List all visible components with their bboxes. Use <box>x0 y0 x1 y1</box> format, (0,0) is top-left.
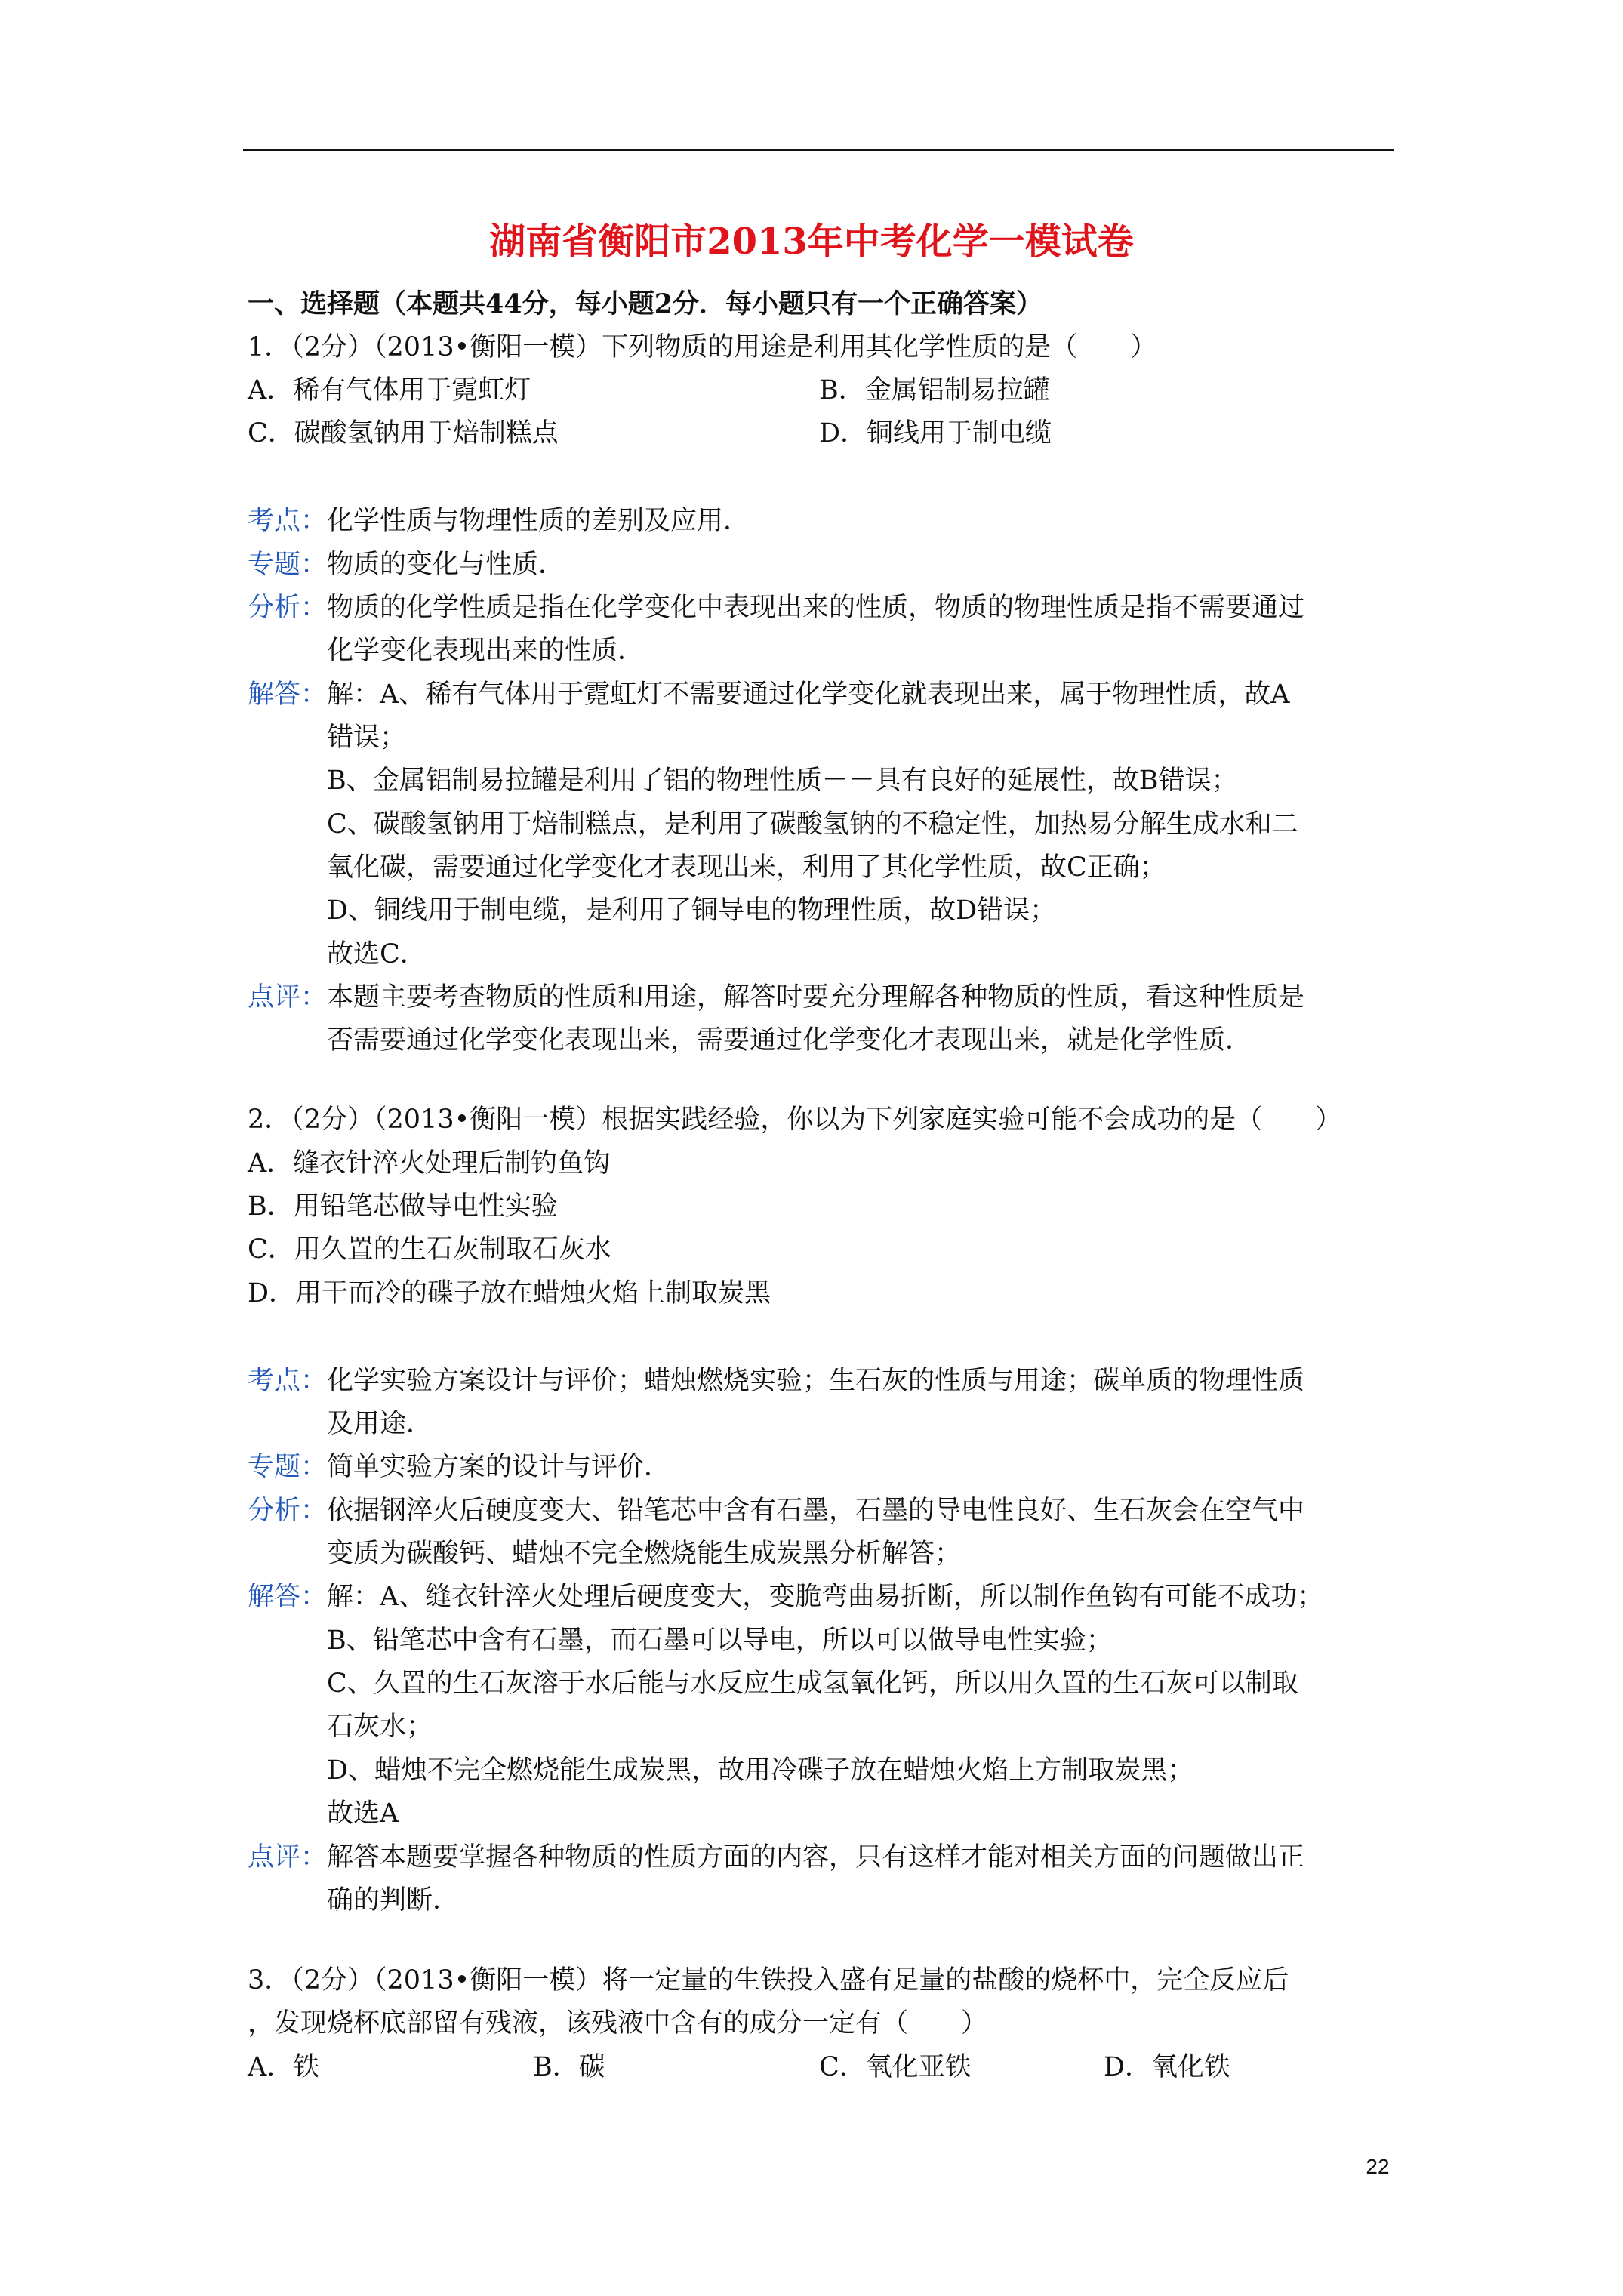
q2-fenxi-label: 分析： <box>248 1496 328 1526</box>
q1-dianping-line-1: 本题主要考查物质的性质和用途，解答时要充分理解各种物质的性质，看这种性质是 <box>327 982 1305 1012</box>
section-heading: 一、选择题（本题共44分，每小题2分．每小题只有一个正确答案） <box>248 288 1043 319</box>
q1-stem: 1．（2分）（2013•衡阳一模）下列物质的用途是利用其化学性质的是（ ） <box>248 332 1157 362</box>
q2-dianping-label: 点评： <box>248 1842 328 1872</box>
q2-jieda-line-4: 石灰水； <box>327 1712 433 1742</box>
q1-option-b: B．金属铝制易拉罐 <box>819 375 1050 405</box>
q2-jieda-line-1: 解：A、缝衣针淬火处理后硬度变大，变脆弯曲易折断，所以制作鱼钩有可能不成功； <box>327 1582 1324 1612</box>
q2-option-b: B．用铅笔芯做导电性实验 <box>248 1191 558 1222</box>
page-number: 22 <box>1366 2155 1390 2178</box>
q2-jieda-line-6: 故选A <box>327 1798 399 1829</box>
q3-option-a: A．铁 <box>248 2052 320 2082</box>
q3-option-d: D．氧化铁 <box>1104 2052 1231 2082</box>
q2-kaodian-label: 考点： <box>248 1366 328 1396</box>
q1-jieda-line-3: B、金属铝制易拉罐是利用了铝的物理性质－－具有良好的延展性，故B错误； <box>327 766 1238 796</box>
q2-option-c: C．用久置的生石灰制取石灰水 <box>248 1234 611 1265</box>
q1-jieda-line-6: D、铜线用于制电缆，是利用了铜导电的物理性质，故D错误； <box>327 895 1057 926</box>
q1-zhuanti-label: 专题： <box>248 550 328 580</box>
q3-option-b: B．碳 <box>533 2052 605 2082</box>
header-rule <box>243 149 1394 151</box>
q2-option-a: A．缝衣针淬火处理后制钓鱼钩 <box>248 1148 611 1179</box>
q3-stem-line-1: 3．（2分）（2013•衡阳一模）将一定量的生铁投入盛有足量的盐酸的烧杯中，完全反应后 <box>248 1965 1289 1996</box>
q2-fenxi-line-1: 依据钢淬火后硬度变大、铅笔芯中含有石墨，石墨的导电性良好、生石灰会在空气中 <box>327 1496 1305 1526</box>
q1-jieda-line-1: 解：A、稀有气体用于霓虹灯不需要通过化学变化就表现出来，属于物理性质，故A <box>327 680 1290 710</box>
q2-jieda-label: 解答： <box>248 1582 328 1612</box>
q1-zhuanti-text: 物质的变化与性质． <box>327 550 565 580</box>
q2-stem: 2．（2分）（2013•衡阳一模）根据实践经验，你以为下列家庭实验可能不会成功的是（ ） <box>248 1105 1342 1135</box>
q1-kaodian-label: 考点： <box>248 506 328 536</box>
q1-jieda-label: 解答： <box>248 680 328 710</box>
q1-jieda-line-7: 故选C． <box>327 939 427 969</box>
q1-option-d: D．铜线用于制电缆 <box>819 418 1052 448</box>
q3-option-c: C．氧化亚铁 <box>819 2052 972 2082</box>
q2-kaodian-line-2: 及用途． <box>327 1409 433 1439</box>
q2-fenxi-line-2: 变质为碳酸钙、蜡烛不完全燃烧能生成炭黑分析解答； <box>327 1539 962 1569</box>
q2-jieda-line-2: B、铅笔芯中含有石墨，而石墨可以导电，所以可以做导电性实验； <box>327 1626 1113 1656</box>
q1-kaodian-text: 化学性质与物理性质的差别及应用． <box>327 506 750 536</box>
q2-option-d: D．用干而冷的碟子放在蜡烛火焰上制取炭黑 <box>248 1278 771 1308</box>
q2-dianping-line-1: 解答本题要掌握各种物质的性质方面的内容，只有这样才能对相关方面的问题做出正 <box>327 1842 1305 1872</box>
q2-dianping-line-2: 确的判断． <box>327 1885 460 1915</box>
q2-zhuanti-text: 简单实验方案的设计与评价． <box>327 1452 671 1482</box>
q1-fenxi-line-2: 化学变化表现出来的性质． <box>327 636 645 666</box>
q2-kaodian-line-1: 化学实验方案设计与评价；蜡烛燃烧实验；生石灰的性质与用途；碳单质的物理性质 <box>327 1366 1305 1396</box>
q1-option-a: A．稀有气体用于霓虹灯 <box>248 375 531 405</box>
paper-title: 湖南省衡阳市2013年中考化学一模试卷 <box>489 220 1134 263</box>
q1-jieda-line-2: 错误； <box>327 723 407 753</box>
q3-stem-line-2: ，发现烧杯底部留有残液，该残液中含有的成分一定有（ ） <box>248 2008 988 2039</box>
q1-dianping-line-2: 否需要通过化学变化表现出来，需要通过化学变化才表现出来，就是化学性质． <box>327 1025 1252 1056</box>
q1-jieda-line-4: C、碳酸氢钠用于焙制糕点，是利用了碳酸氢钠的不稳定性，加热易分解生成水和二 <box>327 809 1298 840</box>
q1-fenxi-line-1: 物质的化学性质是指在化学变化中表现出来的性质，物质的物理性质是指不需要通过 <box>327 593 1305 623</box>
q1-option-c: C．碳酸氢钠用于焙制糕点 <box>248 418 559 448</box>
q1-dianping-label: 点评： <box>248 982 328 1012</box>
q2-zhuanti-label: 专题： <box>248 1452 328 1482</box>
q1-jieda-line-5: 氧化碳，需要通过化学变化才表现出来，利用了其化学性质，故C正确； <box>327 852 1166 883</box>
q2-jieda-line-5: D、蜡烛不完全燃烧能生成炭黑，故用冷碟子放在蜡烛火焰上方制取炭黑； <box>327 1755 1194 1786</box>
q2-jieda-line-3: C、久置的生石灰溶于水后能与水反应生成氢氧化钙，所以用久置的生石灰可以制取 <box>327 1669 1298 1699</box>
q1-fenxi-label: 分析： <box>248 593 328 623</box>
